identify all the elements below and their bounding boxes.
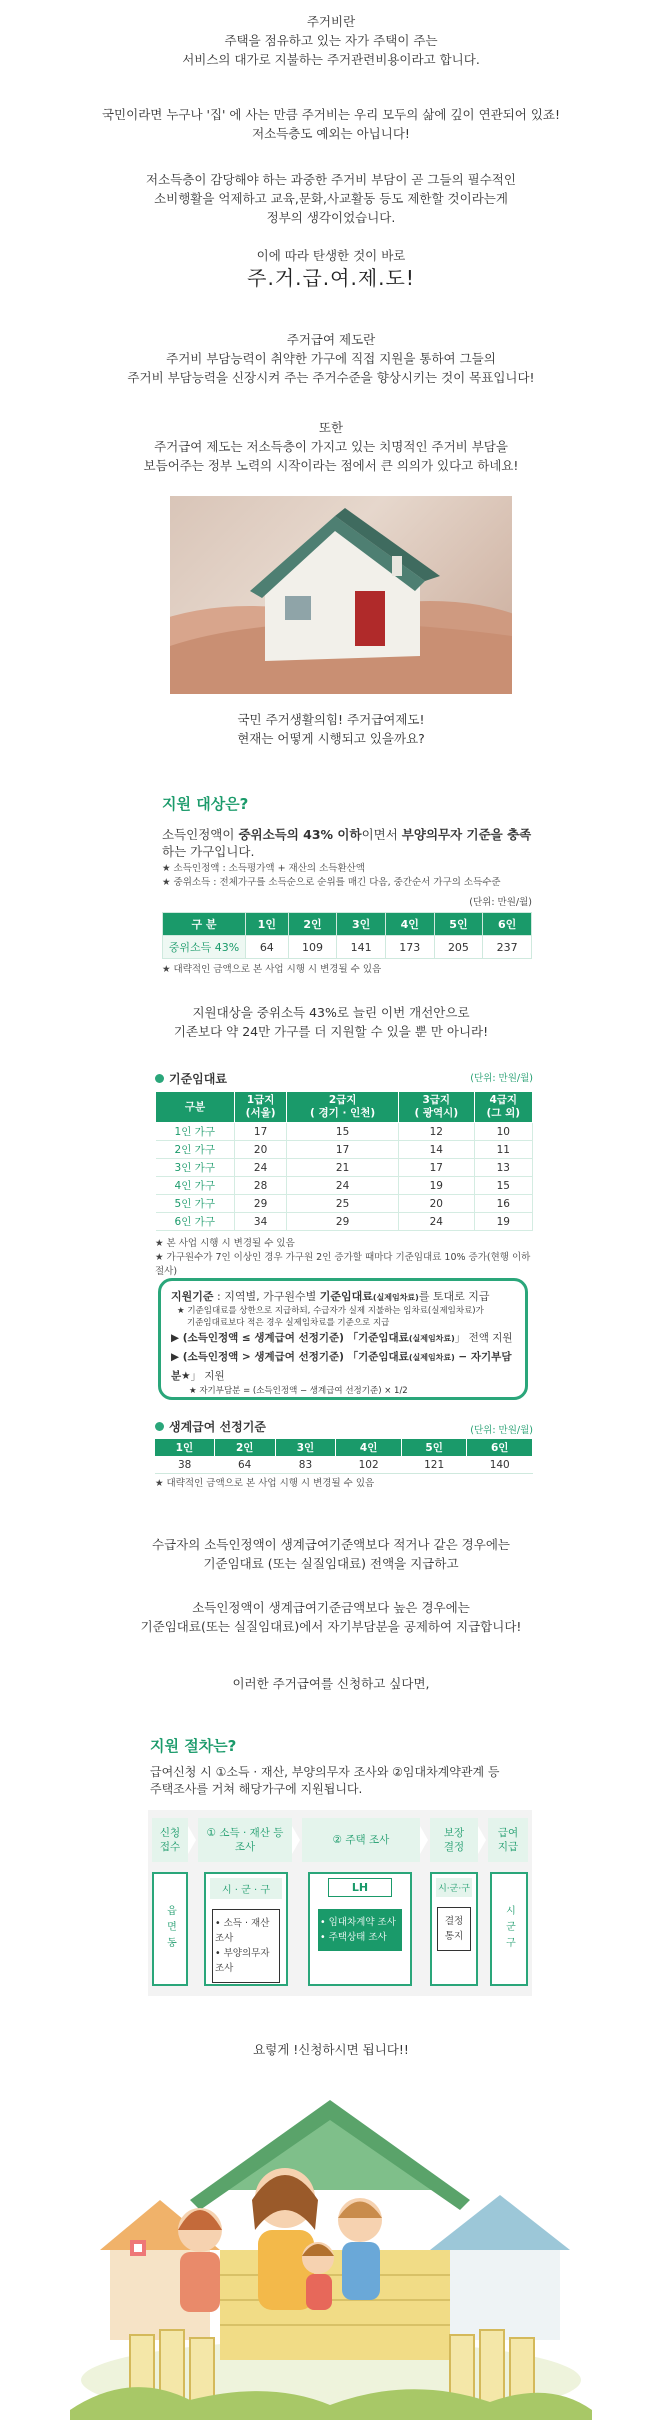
table-cell: 19 xyxy=(474,1213,532,1231)
target-note: ★ 대략적인 금액으로 본 사업 시행 시 변경될 수 있음 xyxy=(162,964,382,975)
table-header-cell: 3인 xyxy=(275,1439,336,1456)
table-cell: 102 xyxy=(336,1456,402,1474)
task-item: 통지 xyxy=(444,1931,464,1942)
table-cell: 173 xyxy=(385,936,434,959)
median-income-table xyxy=(162,912,532,959)
table-cell: 64 xyxy=(246,936,289,959)
table-cell: 24 xyxy=(235,1159,287,1177)
table-cell: 15 xyxy=(474,1177,532,1195)
bullet-dot-icon xyxy=(155,1074,164,1083)
para5 xyxy=(0,710,662,748)
procedure-desc2: 주택조사를 거쳐 해당가구에 지원됩니다. xyxy=(150,1782,363,1796)
para3-line1: 주거급여 제도란 xyxy=(286,332,376,347)
para4-line3: 보듬어주는 정부 노력의 시작이라는 점에서 큰 의의가 있다고 하네요! xyxy=(143,458,519,473)
table-cell: 64 xyxy=(214,1456,275,1474)
criteria-text: : 지역별, 가구원수별 xyxy=(213,1290,320,1303)
para6-line2: 기존보다 약 24만 가구를 더 지원할 수 있을 뿐 만 아니라! xyxy=(173,1024,489,1039)
table-cell: 34 xyxy=(235,1213,287,1231)
rent-row-label: 4인 가구 xyxy=(156,1177,235,1195)
target-desc-e: 하는 가구입니다. xyxy=(162,844,255,859)
criteria-text: 」 전액 지원 xyxy=(454,1332,513,1344)
target-desc xyxy=(162,826,532,860)
table-header-cell: 2인 xyxy=(288,913,337,936)
living-table xyxy=(155,1439,533,1474)
para2-line2: 소비행활을 억제하고 교육,문화,사교활동 등도 제한할 것이라는게 xyxy=(154,191,508,206)
rent-header-cell xyxy=(474,1092,532,1123)
step-decision: 보장 결정 xyxy=(430,1818,478,1862)
rent-table xyxy=(155,1091,533,1231)
living-title: 생계급여 선정기준 xyxy=(169,1419,266,1434)
task-item: • 임대차계약 조사 xyxy=(320,1917,396,1928)
table-cell: 205 xyxy=(434,936,483,959)
table-cell: 141 xyxy=(337,936,386,959)
table-row xyxy=(156,1141,533,1159)
born-section xyxy=(0,246,662,288)
table-row xyxy=(156,1123,533,1141)
rent-row-label: 3인 가구 xyxy=(156,1159,235,1177)
para6 xyxy=(0,1003,662,1041)
para8 xyxy=(0,1598,662,1636)
step-income-survey: ① 소득 · 재산 등 조사 xyxy=(198,1818,292,1862)
rent-header-cell xyxy=(235,1092,287,1123)
criteria-text: (실제임차료) xyxy=(372,1293,419,1302)
table-cell: 29 xyxy=(287,1213,399,1231)
para2-line1: 저소득층이 감당해야 하는 과중한 주거비 부담이 곧 그들의 필수적인 xyxy=(146,172,516,187)
rent-row-label: 5인 가구 xyxy=(156,1195,235,1213)
agency-label: 시군구 xyxy=(503,1905,515,1953)
agency-sigungu-decision xyxy=(430,1872,478,1986)
rent-header-row xyxy=(156,1092,533,1123)
family-illustration xyxy=(70,2080,592,2420)
target-desc-a: 소득인정액이 xyxy=(162,827,239,842)
rent-note2: ★ 가구원수가 7인 이상인 경우 가구원 2인 증가할 때마다 기준임대료 10% 증가(현행 이하 절사) xyxy=(155,1252,531,1277)
rent-row-label: 6인 가구 xyxy=(156,1213,235,1231)
house-photo xyxy=(170,496,512,694)
rent-unit: (단위: 만원/월) xyxy=(470,1072,533,1084)
median-income-header-row xyxy=(163,913,532,936)
arrow-right-icon xyxy=(188,1826,196,1854)
agency-head: 시 · 군 · 구 xyxy=(210,1878,282,1899)
criteria-line5 xyxy=(171,1348,515,1385)
para2-line3: 정부의 생각이었습니다. xyxy=(266,210,396,225)
intro-line2: 서비스의 대가로 지불하는 주거관련비용이라고 합니다. xyxy=(182,52,480,67)
para1 xyxy=(0,105,662,143)
criteria-text: 「기준임대료 xyxy=(343,1351,409,1363)
task-item: • 부양의무자 조사 xyxy=(215,1948,270,1974)
table-cell: 24 xyxy=(399,1213,475,1231)
arrow-right-icon xyxy=(420,1826,428,1854)
para1-line1: 국민이라면 누구나 '집' 에 사는 만큼 주거비는 우리 모두의 삶에 깊이 연관되어 있죠! xyxy=(101,107,561,122)
living-title-wrap xyxy=(155,1418,266,1435)
median-income-row xyxy=(163,936,532,959)
step-apply: 신청 접수 xyxy=(152,1818,188,1862)
ending-line1: 요렇게 !신청하시면 됩니다!! xyxy=(253,2042,409,2057)
table-cell: 24 xyxy=(287,1177,399,1195)
agency-tasks xyxy=(212,1909,280,1983)
rent-header-b: ( 광역시) xyxy=(414,1107,459,1119)
criteria-line4 xyxy=(171,1329,515,1348)
intro-line1: 주택을 점유하고 있는 자가 주택이 주는 xyxy=(224,33,438,48)
target-desc-c: 이면서 xyxy=(361,827,402,842)
para5-line2: 현재는 어떻게 시행되고 있을까요? xyxy=(237,731,425,746)
table-cell: 109 xyxy=(288,936,337,959)
table-row xyxy=(155,1456,533,1474)
criteria-text: ▶ (소득인정액 ≤ 생계급여 선정기준) xyxy=(171,1332,344,1344)
table-cell: 38 xyxy=(155,1456,214,1474)
procedure-section xyxy=(150,1735,530,1798)
target-bullet2: ★ 중위소득 : 전체가구를 소득순으로 순위를 매긴 다음, 중간순서 가구의 소득수준 xyxy=(162,877,501,888)
rent-header-a: 2급지 xyxy=(328,1094,357,1106)
criteria-line6: ★ 자기부담분 = (소득인정액 − 생계급여 선정기준) × 1/2 xyxy=(189,1386,408,1396)
table-cell: 15 xyxy=(287,1123,399,1141)
para1-line2: 저소득층도 예외는 아닙니다! xyxy=(252,126,410,141)
rent-title: 기준임대료 xyxy=(169,1072,227,1086)
agency-label: 읍면동 xyxy=(164,1905,176,1953)
para7 xyxy=(0,1535,662,1573)
procedure-desc1: 급여신청 시 ①소득 · 재산, 부양의무자 조사와 ②임대차계약관계 등 xyxy=(150,1765,500,1779)
intro-title: 주거비란 xyxy=(306,14,356,29)
para7-line1: 수급자의 소득인정액이 생계급여기준액보다 적거나 같은 경우에는 xyxy=(152,1537,510,1552)
para2 xyxy=(0,170,662,227)
rent-header-cell xyxy=(399,1092,475,1123)
table-cell: 11 xyxy=(474,1141,532,1159)
table-cell: 16 xyxy=(474,1195,532,1213)
para5-line1: 국민 주거생활의힘! 주거급여제도! xyxy=(237,712,425,727)
rent-row-label: 1인 가구 xyxy=(156,1123,235,1141)
agency-tasks xyxy=(437,1907,471,1951)
table-cell: 29 xyxy=(235,1195,287,1213)
criteria-text: ▶ (소득인정액 > 생계급여 선정기준) xyxy=(171,1351,344,1363)
table-header-cell: 4인 xyxy=(336,1439,402,1456)
table-header-cell: 4인 xyxy=(385,913,434,936)
para4-line1: 또한 xyxy=(318,420,344,435)
criteria-text: (실제임차료) xyxy=(408,1334,455,1343)
table-cell: 17 xyxy=(287,1141,399,1159)
table-header-cell: 5인 xyxy=(401,1439,467,1456)
table-header-cell: 6인 xyxy=(467,1439,533,1456)
criteria-box xyxy=(158,1278,528,1400)
table-cell: 25 xyxy=(287,1195,399,1213)
table-cell: 13 xyxy=(474,1159,532,1177)
para8-line1: 소득인정액이 생계급여기준금액보다 높은 경우에는 xyxy=(192,1600,470,1615)
para3-line2: 주거비 부담능력이 취약한 가구에 직접 지원을 통하여 그들의 xyxy=(166,351,496,366)
procedure-diagram xyxy=(148,1810,532,1996)
living-header xyxy=(155,1414,533,1438)
target-desc-d: 부양의무자 기준을 충족 xyxy=(401,827,532,842)
table-cell: 12 xyxy=(399,1123,475,1141)
para9 xyxy=(0,1674,662,1693)
living-header-row xyxy=(155,1439,533,1456)
para9-line1: 이러한 주거급여를 신청하고 싶다면, xyxy=(232,1676,430,1691)
table-cell: 19 xyxy=(399,1177,475,1195)
family-house-illustration xyxy=(70,2080,592,2420)
target-section xyxy=(162,793,532,977)
rent-note1: ★ 본 사업 시행 시 변경될 수 있음 xyxy=(155,1238,295,1249)
agency-tasks xyxy=(318,1909,402,1951)
task-item: 결정 xyxy=(444,1916,464,1927)
born-line1: 이에 따라 탄생한 것이 바로 xyxy=(256,248,406,263)
rent-header-a: 1급지 xyxy=(246,1094,275,1106)
table-cell: 20 xyxy=(235,1141,287,1159)
table-cell: 83 xyxy=(275,1456,336,1474)
house-in-hands-illustration xyxy=(170,496,512,694)
living-section xyxy=(155,1414,533,1491)
living-unit: (단위: 만원/월) xyxy=(470,1425,533,1436)
table-cell: 237 xyxy=(483,936,532,959)
para4 xyxy=(0,418,662,475)
target-desc-b: 중위소득의 43% 이하 xyxy=(238,827,362,842)
rent-title-wrap xyxy=(155,1070,227,1087)
target-unit: (단위: 만원/월) xyxy=(469,897,532,908)
table-row-label: 중위소득 43% xyxy=(163,936,246,959)
criteria-text: 「기준임대료 xyxy=(343,1332,409,1344)
table-cell: 21 xyxy=(287,1159,399,1177)
task-item: • 주택상태 조사 xyxy=(320,1932,387,1943)
agency-sigungu xyxy=(204,1872,288,1986)
rent-header-cell xyxy=(156,1092,235,1123)
para8-line2: 기준임대료(또는 실질임대료)에서 자기부담분을 공제하여 지급합니다! xyxy=(140,1619,522,1634)
lh-logo-icon: LH xyxy=(328,1878,392,1897)
para4-line2: 주거급여 제도는 저소득층이 가지고 있는 치명적인 주거비 부담을 xyxy=(154,439,508,454)
table-cell: 28 xyxy=(235,1177,287,1195)
table-cell: 17 xyxy=(235,1123,287,1141)
criteria-text: − 자기부담분 xyxy=(171,1351,512,1382)
step-payment: 급여 지급 xyxy=(488,1818,528,1862)
procedure-title: 지원 절차는? xyxy=(150,1737,237,1755)
table-cell: 10 xyxy=(474,1123,532,1141)
criteria-text: 를 토대로 지급 xyxy=(418,1290,490,1303)
table-cell: 17 xyxy=(399,1159,475,1177)
criteria-text: (실제임차료) xyxy=(408,1353,455,1362)
criteria-text: 기준임대료 xyxy=(319,1290,373,1303)
arrow-right-icon xyxy=(292,1826,300,1854)
step-housing-survey: ② 주택 조사 xyxy=(302,1818,420,1862)
agency-head: 시·군·구 xyxy=(436,1878,472,1897)
rent-header-a: 구분 xyxy=(184,1100,206,1113)
rent-header xyxy=(155,1070,533,1087)
agency-eupmyeondong xyxy=(152,1872,188,1986)
table-cell: 14 xyxy=(399,1141,475,1159)
table-header-cell: 3인 xyxy=(337,913,386,936)
para6-line1: 지원대상을 중위소득 43%로 늘린 이번 개선안으로 xyxy=(192,1005,470,1020)
target-bullet1: ★ 소득인정액 : 소득평가액 + 재산의 소득환산액 xyxy=(162,863,365,874)
table-cell: 140 xyxy=(467,1456,533,1474)
criteria-line2: ★ 기준임대료를 상한으로 지급하되, 수급자가 실제 지불하는 임차료(실제임차료)가 xyxy=(177,1306,484,1316)
table-cell: 20 xyxy=(399,1195,475,1213)
born-title: 주.거.급.여.제.도! xyxy=(247,266,415,290)
living-note: ★ 대략적인 금액으로 본 사업 시행 시 변경될 수 있음 xyxy=(155,1478,375,1489)
para3-line3: 주거비 부담능력을 신장시켜 주는 주거수준을 향상시키는 것이 목표입니다! xyxy=(127,370,535,385)
table-header-cell: 6인 xyxy=(483,913,532,936)
ending xyxy=(0,2040,662,2059)
rent-header-cell xyxy=(287,1092,399,1123)
table-header-cell: 구 분 xyxy=(163,913,246,936)
rent-header-b: ( 경기 · 인천) xyxy=(310,1107,376,1119)
table-row xyxy=(156,1159,533,1177)
agency-lh xyxy=(308,1872,412,1986)
criteria-line1 xyxy=(171,1289,515,1305)
target-title: 지원 대상은? xyxy=(162,795,249,813)
para7-line2: 기준임대료 (또는 실질임대료) 전액을 지급하고 xyxy=(203,1556,459,1571)
criteria-label: 지원기준 xyxy=(171,1290,214,1303)
rent-header-a: 4급지 xyxy=(489,1094,518,1106)
table-header-cell: 5인 xyxy=(434,913,483,936)
intro-section xyxy=(0,12,662,69)
arrow-right-icon xyxy=(478,1826,486,1854)
rent-header-a: 3급지 xyxy=(422,1094,451,1106)
task-item: • 소득 · 재산 조사 xyxy=(215,1918,270,1944)
para3 xyxy=(0,330,662,387)
criteria-line3: 기준임대료보다 적은 경우 실제임차료를 기준으로 지급 xyxy=(187,1318,390,1328)
table-header-cell: 1인 xyxy=(155,1439,214,1456)
agency-sigungu-payment xyxy=(490,1872,528,1986)
bullet-dot-icon xyxy=(155,1422,164,1431)
rent-section xyxy=(155,1070,533,1279)
table-row xyxy=(156,1177,533,1195)
criteria-text: ★」 지원 xyxy=(181,1370,225,1382)
table-header-cell: 1인 xyxy=(246,913,289,936)
rent-header-b: (그 외) xyxy=(486,1107,521,1119)
table-row xyxy=(156,1195,533,1213)
table-row xyxy=(156,1213,533,1231)
procedure-desc xyxy=(150,1764,530,1798)
table-header-cell: 2인 xyxy=(214,1439,275,1456)
rent-header-b: (서울) xyxy=(245,1107,276,1119)
rent-row-label: 2인 가구 xyxy=(156,1141,235,1159)
table-cell: 121 xyxy=(401,1456,467,1474)
